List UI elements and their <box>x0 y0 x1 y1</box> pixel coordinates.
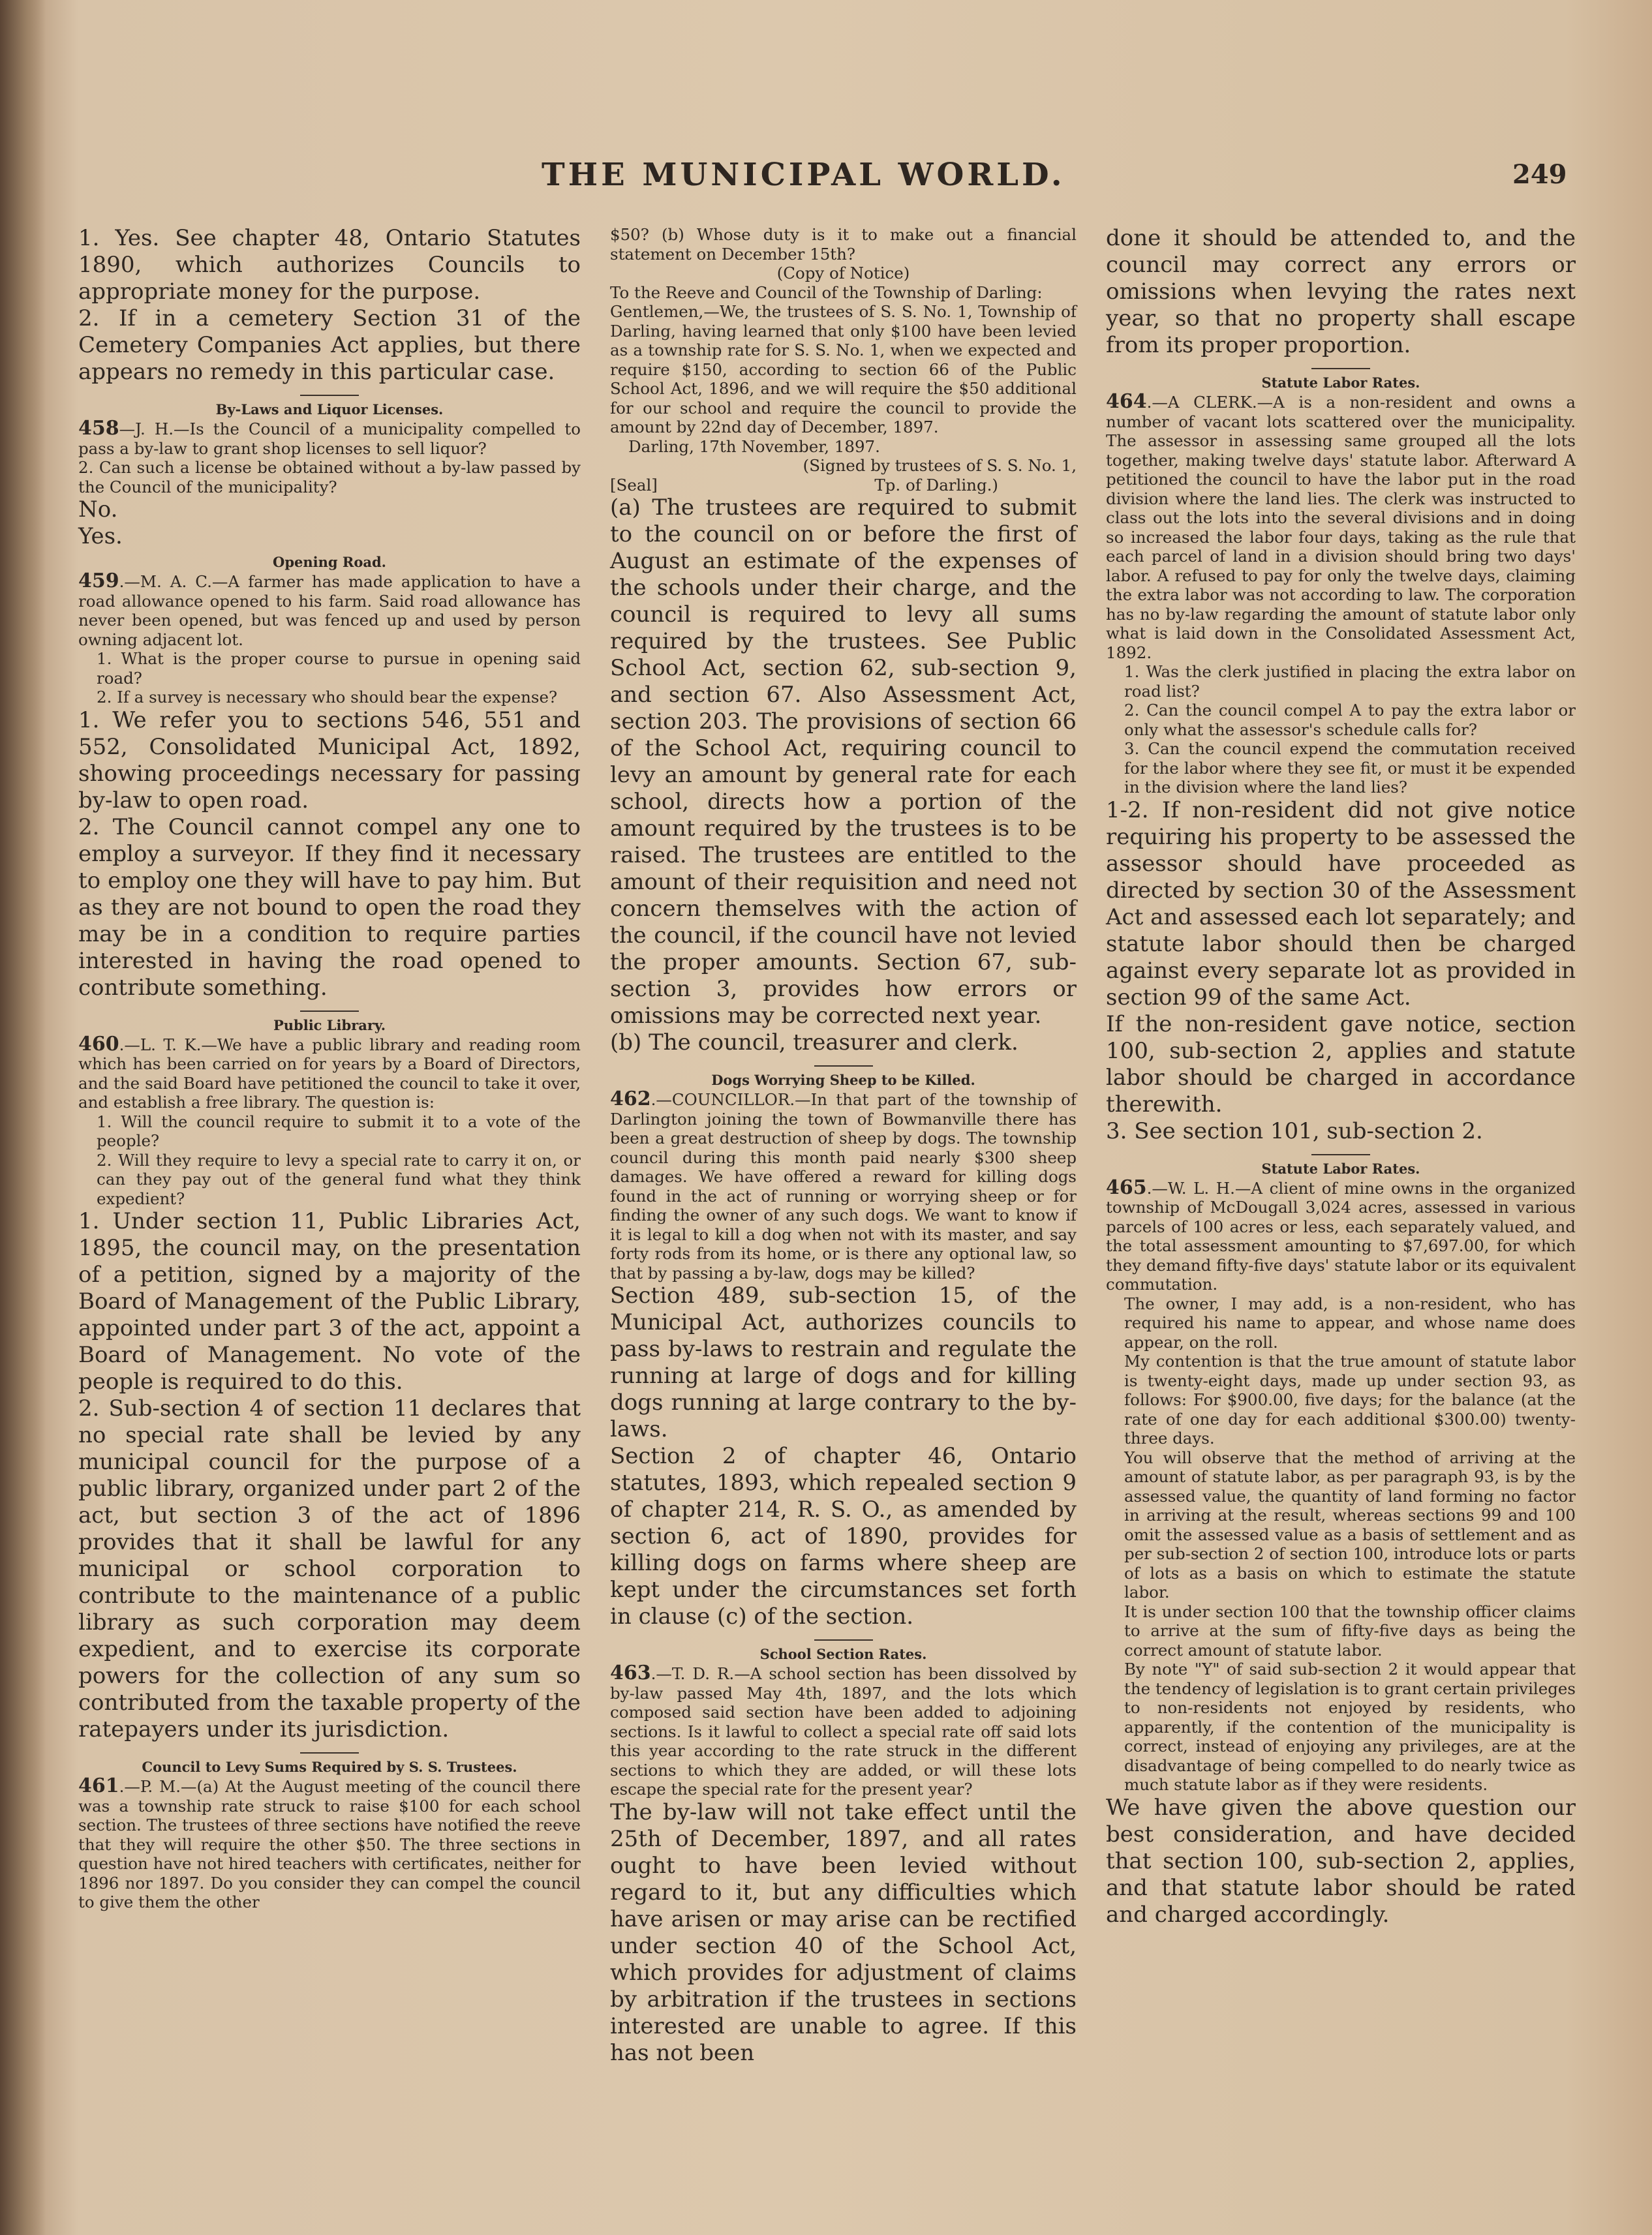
question-text: .—P. M.—(a) At the August meeting of the council there was a township rate struck to raise $100 for each school section. The trustees of three sections have notified the reeve that they will require the other $50. The three sections in question have not hired teachers with certificates, neither for 1896 nor 1897. Do you consider they can compel the council to give them the other <box>78 1777 581 1911</box>
answer-paragraph: Section 2 of chapter 46, Ontario statutes, 1893, which repealed section 9 of chapter 214, R. S. O., as amended by section 6, act of 1890, provides for killing dogs on farms where sheep are kept under the circumstances set forth in clause (c) of the section. <box>610 1443 1077 1630</box>
question-text: 2. Will they require to levy a special rate to carry it on, or can they pay out of the general fund what they think expedient? <box>97 1150 581 1208</box>
question-number: 462 <box>610 1087 651 1110</box>
question-number: 465 <box>1106 1176 1147 1199</box>
book-spine-shadow <box>0 0 46 2235</box>
answer-paragraph: No. <box>78 496 118 523</box>
answer-paragraph: Yes. <box>78 523 123 549</box>
answer-paragraph: If the non-resident gave notice, section 100, sub-section 2, applies and statute labor should be charged in accordance therewith. <box>1106 1011 1576 1118</box>
divider <box>814 1065 873 1067</box>
question-text: 2. Can the council compel A to pay the extra labor or only what the assessor's schedule calls for? <box>1124 701 1576 739</box>
question-text: 1. Will the council require to submit it to a vote of the people? <box>97 1112 581 1150</box>
question-text: My contention is that the true amount of statute labor is twenty-eight days, made up under section 93, as follows: For $900.00, five days; for the balance (at the rate of one day for each additional $300.00) twenty-three days. <box>1124 1352 1576 1448</box>
answer-paragraph: (a) The trustees are required to submit to the council on or before the first of August an estimate of the expenses of the schools under their charge, and the council is required to levy all sums required by the trustees. See Public School Act, section 62, sub-section 9, and section 67. Also Assessment Act, section 203. The provisions of section 66 of the School Act, requiring council to levy an amount by general rate for each school, directs how a portion of the amount required by the trustees is to be raised. The trustees are entitled to the amount of their requisition and need not concern themselves with the action of the council, if the council have not levied the proper amounts. Section 67, sub-section 3, provides how errors or omissions may be corrected next year. <box>610 494 1077 1029</box>
question-text: $50? (b) Whose duty is it to make out a financial statement on December 15th? <box>610 225 1077 264</box>
notice-body: Gentlemen,—We, the trustees of S. S. No. 1, Township of Darling, having learned that only $100 have been levied as a township rate for S. S. No. 1, when we expected and require $150, according to section 66 of the Public School Act, 1896, and we will require the $50 additional for our school and require the council to provide the amount by 22nd day of December, 1897. <box>610 302 1077 436</box>
page-header-title: THE MUNICIPAL WORLD. <box>542 157 1065 193</box>
question-number: 459 <box>78 570 119 592</box>
section-heading: Council to Levy Sums Required by S. S. Trustees. <box>142 1759 517 1775</box>
question-number: 461 <box>78 1774 119 1797</box>
answer-paragraph: 1. Yes. See chapter 48, Ontario Statutes 1890, which authorizes Councils to appropriate money for the purpose. <box>78 225 581 305</box>
answer-paragraph: We have given the above question our best consideration, and have decided that section 100, sub-section 2, applies, and that statute labor should be rated and charged accordingly. <box>1106 1794 1576 1928</box>
divider <box>814 1639 873 1641</box>
column-left <box>78 225 581 1912</box>
notice-address: To the Reeve and Council of the Township of Darling: <box>610 282 1043 302</box>
answer-paragraph: Section 489, sub-section 15, of the Municipal Act, authorizes councils to pass by-laws to restrain and regulate the running at large of dogs and for killing dogs running at large contrary to the by-laws. <box>610 1283 1077 1442</box>
notice-seal: [Seal] <box>610 475 658 494</box>
section-heading: School Section Rates. <box>759 1646 927 1662</box>
answer-paragraph: The by-law will not take effect until the 25th of December, 1897, and all rates ought to have been levied without regard to it, but any difficulties which have arisen or may arise can be rectified under section 40 of the School Act, which provides for adjustment of claims by arbitration if the trustees in sections interested are unable to agree. If this has not been <box>610 1799 1077 2066</box>
question-text: By note "Y" of said sub-section 2 it would appear that the tendency of legislation is to grant certain privileges to non-residents not enjoyed by residents, who apparently, if the contention of the municipality is correct, instead of enjoying any privileges, are at the disadvantage of being compelled to do nearly twice as much statute labor as if they were residents. <box>1124 1660 1576 1794</box>
notice-township: Tp. of Darling.) <box>874 475 998 494</box>
column-right <box>1106 225 1576 1928</box>
page-number: 249 <box>1512 159 1567 190</box>
question-text: .—L. T. K.—We have a public library and reading room which has been carried on for years by a Board of Directors, and the said Board have petitioned the council to take it over, and establish a free library. The question is: <box>78 1035 581 1112</box>
question-text: 2. Can such a license be obtained without a by-law passed by the Council of the municipality? <box>78 458 581 496</box>
divider <box>300 395 359 396</box>
notice-date: Darling, 17th November, 1897. <box>628 436 880 456</box>
question-number: 464 <box>1106 390 1147 413</box>
answer-paragraph: 2. If in a cemetery Section 31 of the Cemetery Companies Act applies, but there appears no remedy in this particular case. <box>78 305 581 385</box>
answer-paragraph: 1-2. If non-resident did not give notice requiring his property to be assessed the assessor should have proceeded as directed by section 30 of the Assessment Act and assessed each lot separately; and statute labor should then be charged against every separate lot as provided in section 99 of the same Act. <box>1106 797 1576 1011</box>
question-text: .—W. L. H.—A client of mine owns in the organized township of McDougall 3,024 acres, assessed in various parcels of 100 acres or less, each separately valued, and the total assessment amounting to $7,697.00, for which they demand fifty-five days' statute labor or its equivalent commutation. <box>1106 1178 1576 1294</box>
divider <box>300 1752 359 1754</box>
question-text: 3. Can the council expend the commutation received for the labor where they see fit, or must it be expended in the division where the land lies? <box>1124 739 1576 797</box>
divider <box>1311 368 1370 369</box>
question-number: 460 <box>78 1032 119 1056</box>
divider <box>1311 1154 1370 1155</box>
column-middle <box>610 225 1077 2067</box>
question-text: .—A CLERK.—A is a non-resident and owns a number of vacant lots scattered over the municipality. The assessor in assessing same grouped all the lots together, making twelve days' statute labor. Afterward A petitioned the council to have the labor put in the road division where the land lies. The clerk was instructed to class out the lots into the several divisions and in doing so increased the labor four days, taking as the rule that each parcel of land in a division should bring two days' labor. A refused to pay for only the twelve days, claiming the extra labor was not according to law. The corporation has no by-law regarding the amount of statute labor only what is laid down in the Consolidated Assessment Act, 1892. <box>1106 393 1576 662</box>
question-number: 463 <box>610 1662 651 1684</box>
answer-paragraph: 2. The Council cannot compel any one to employ a surveyor. If they find it necessary to employ one they will have to pay him. But as they are not bound to open the road they may be in a condition to require parties interested in having the road opened to contribute something. <box>78 813 581 1001</box>
question-text: 1. What is the proper course to pursue in opening said road? <box>97 649 581 688</box>
answer-paragraph: 2. Sub-section 4 of section 11 declares that no special rate shall be levied by any municipal council for the purpose of a public library, organized under part 2 of the act, but section 3 of the act of 1896 provides that it shall be lawful for any municipal or school corporation to contribute to the maintenance of a public library as such corporation may deem expedient, and to exercise its corporate powers for the collection of any sum so contributed from the taxable property of the ratepayers under its jurisdiction. <box>78 1395 581 1742</box>
answer-paragraph: done it should be attended to, and the council may correct any errors or omissions when levying the rates next year, so that no property shall escape from its proper proportion. <box>1106 225 1576 358</box>
question-text: .—T. D. R.—A school section has been dissolved by by-law passed May 4th, 1897, and the lots which composed said section have been added to adjoining sections. Is it lawful to collect a special rate off said lots this year according to the rate struck in the different sections to which they are added, or will these lots escape the special rate for the present year? <box>610 1664 1077 1799</box>
question-text: 1. Was the clerk justified in placing the extra labor on road list? <box>1124 662 1576 701</box>
section-heading: Opening Road. <box>273 554 386 570</box>
answer-paragraph: 3. See section 101, sub-section 2. <box>1106 1118 1483 1144</box>
answer-paragraph: 1. We refer you to sections 546, 551 and 552, Consolidated Municipal Act, 1892, showing proceedings necessary for passing by-law to open road. <box>78 707 581 813</box>
divider <box>300 1011 359 1012</box>
question-text: —J. H.—Is the Council of a municipality compelled to pass a by-law to grant shop licenses to sell liquor? <box>78 419 581 458</box>
question-number: 458 <box>78 417 119 440</box>
question-text: 2. If a survey is necessary who should bear the expense? <box>97 688 558 707</box>
question-text: .—M. A. C.—A farmer has made application to have a road allowance opened to his farm. Said road allowance has never been opened, but was fenced up and used by person owning adjacent lot. <box>78 572 581 649</box>
question-text: The owner, I may add, is a non-resident, who has required his name to appear, and whose name does appear, on the roll. <box>1124 1294 1576 1352</box>
notice-signature: (Signed by trustees of S. S. No. 1, <box>803 456 1077 475</box>
question-text: You will observe that the method of arriving at the amount of statute labor, as per paragraph 93, is by the assessed value, the quantity of land forming no factor in arriving at the result, whereas sections 99 and 100 omit the assessed value as a basis of settlement and as per sub-section 2 of section 100, introduce lots or parts of lots as a basis on which to estimate the statute labor. <box>1124 1448 1576 1602</box>
answer-paragraph: (b) The council, treasurer and clerk. <box>610 1029 1018 1056</box>
answer-paragraph: 1. Under section 11, Public Libraries Act, 1895, the council may, on the presentation of a petition, signed by a majority of the Board of Management of the Public Library, appointed under part 3 of the act, appoint a Board of Management. No vote of the people is required to do this. <box>78 1208 581 1395</box>
section-heading: Dogs Worrying Sheep to be Killed. <box>711 1072 975 1088</box>
notice-caption: (Copy of Notice) <box>776 264 910 282</box>
section-heading: Statute Labor Rates. <box>1261 1160 1420 1177</box>
question-text: .—COUNCILLOR.—In that part of the township of Darlington joining the town of Bowmanville there has been a great destruction of sheep by dogs. The township council during this month paid nearly $300 sheep damages. We have offered a reward for killing dogs found in the act of running or worrying sheep or for finding the owner of any such dogs. We want to know if it is legal to kill a dog when not with its master, and say forty rods from its home, or is there any optional law, so that by passing a by-law, dogs may be killed? <box>610 1090 1077 1283</box>
section-heading: Statute Labor Rates. <box>1261 374 1420 391</box>
section-heading: Public Library. <box>273 1016 386 1033</box>
question-text: It is under section 100 that the township officer claims to arrive at the sum of fifty-five days as being the correct amount of statute labor. <box>1124 1602 1576 1660</box>
section-heading: By-Laws and Liquor Licenses. <box>215 401 444 418</box>
